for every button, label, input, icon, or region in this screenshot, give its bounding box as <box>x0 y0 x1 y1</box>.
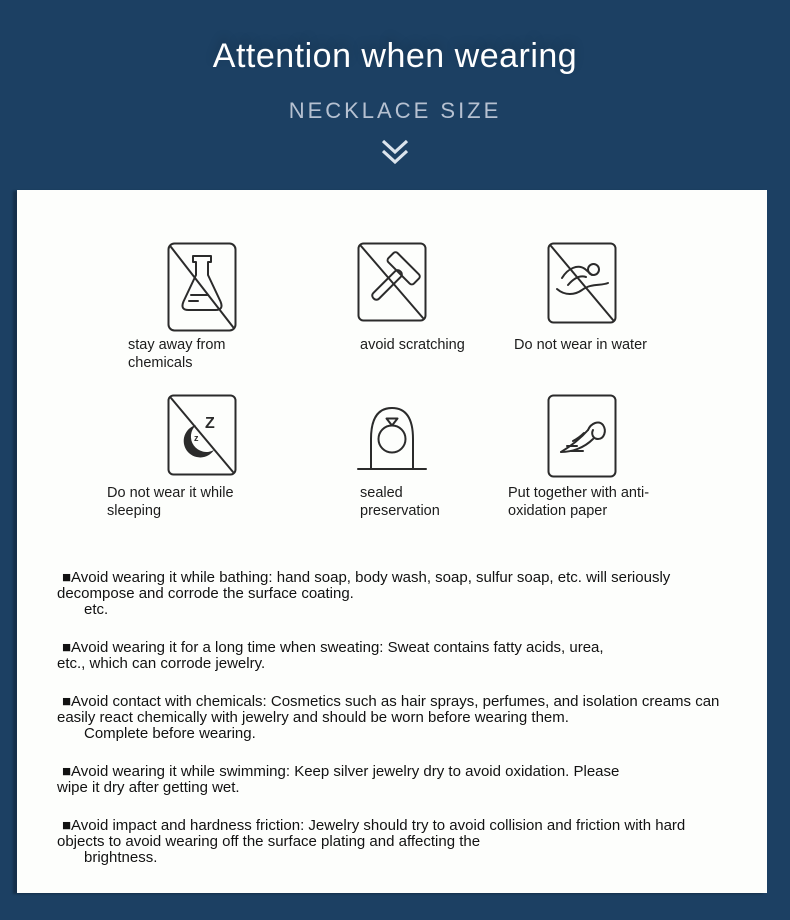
icon-wrap <box>107 242 297 332</box>
no-chemicals-icon <box>167 242 237 332</box>
svg-text:z: z <box>194 433 199 443</box>
care-note-chemicals <box>57 694 731 742</box>
care-note-line: ■Avoid wearing it while bathing: hand soap, body wash, soap, sulfur soap, etc. will seriously <box>62 569 671 586</box>
icon-label <box>297 337 487 355</box>
care-note-line: easily react chemically with jewelry and should be worn before wearing them. <box>57 709 569 726</box>
care-note-line: decompose and corrode the surface coating. <box>57 585 354 602</box>
anti-oxidation-paper-icon <box>547 394 617 478</box>
icon-label-line: Do not wear it while <box>107 485 234 501</box>
care-notes <box>57 570 731 866</box>
double-chevron-down-icon <box>374 135 416 171</box>
icon-wrap <box>487 242 677 332</box>
page-title: Attention when wearing <box>212 37 578 75</box>
avoid-scratching-icon <box>357 242 427 322</box>
header <box>0 0 790 171</box>
icon-label-line: sealed <box>360 485 403 501</box>
icon-label <box>297 485 487 520</box>
care-note-line: wipe it dry after getting wet. <box>57 779 240 796</box>
care-note-line: objects to avoid wearing off the surface plating and affecting the <box>57 833 481 850</box>
care-note-impact <box>57 818 731 866</box>
icon-label-line: stay away from <box>128 337 226 353</box>
icon-wrap <box>297 394 487 476</box>
icon-cell-no-water <box>487 242 677 394</box>
care-note-line: ■Avoid contact with chemicals: Cosmetics such as hair sprays, perfumes, and isolation creams can <box>62 693 720 710</box>
no-sleeping-icon <box>167 394 237 476</box>
care-note-line: ■Avoid wearing it for a long time when sweating: Sweat contains fatty acids, urea, <box>62 639 604 656</box>
icon-label <box>107 485 297 520</box>
scroll-down-indicator <box>0 135 790 171</box>
icon-wrap <box>487 394 677 476</box>
icon-label <box>107 337 297 372</box>
care-note-line: ■Avoid wearing it while swimming: Keep silver jewelry dry to avoid oxidation. Please <box>62 763 620 780</box>
icon-label-line: Do not wear in water <box>514 337 647 353</box>
svg-text:Z: Z <box>205 415 215 432</box>
icon-cell-no-chemicals <box>107 242 297 394</box>
care-note-line: etc. <box>84 601 109 618</box>
icon-label-line: preservation <box>360 502 440 519</box>
no-water-icon <box>547 242 617 324</box>
page-subtitle: NECKLACE SIZE <box>288 97 502 123</box>
care-note-line: etc., which can corrode jewelry. <box>57 655 266 672</box>
icon-label <box>487 485 677 520</box>
care-note-swimming <box>57 764 731 796</box>
sealed-preservation-icon <box>355 394 429 474</box>
care-note-line: brightness. <box>84 849 158 866</box>
icon-label-line: oxidation paper <box>508 502 608 519</box>
icon-cell-avoid-scratching <box>297 242 487 394</box>
care-card <box>17 190 767 893</box>
icon-wrap <box>107 394 297 476</box>
icon-label-line: avoid scratching <box>360 337 465 353</box>
icon-label <box>487 337 677 355</box>
icon-cell-no-sleeping <box>107 394 297 520</box>
care-icon-grid <box>17 242 767 520</box>
icon-label-line: Put together with anti- <box>508 485 650 501</box>
icon-label-line: chemicals <box>128 354 193 371</box>
icon-wrap <box>297 242 487 332</box>
care-note-line: ■Avoid impact and hardness friction: Jewelry should try to avoid collision and friction with hard <box>62 817 686 834</box>
care-note-bathing <box>57 570 731 618</box>
care-note-sweating <box>57 640 731 672</box>
icon-cell-sealed-preservation <box>297 394 487 520</box>
care-note-line: Complete before wearing. <box>84 725 256 742</box>
icon-cell-anti-oxidation-paper <box>487 394 677 520</box>
icon-label-line: sleeping <box>107 502 162 519</box>
